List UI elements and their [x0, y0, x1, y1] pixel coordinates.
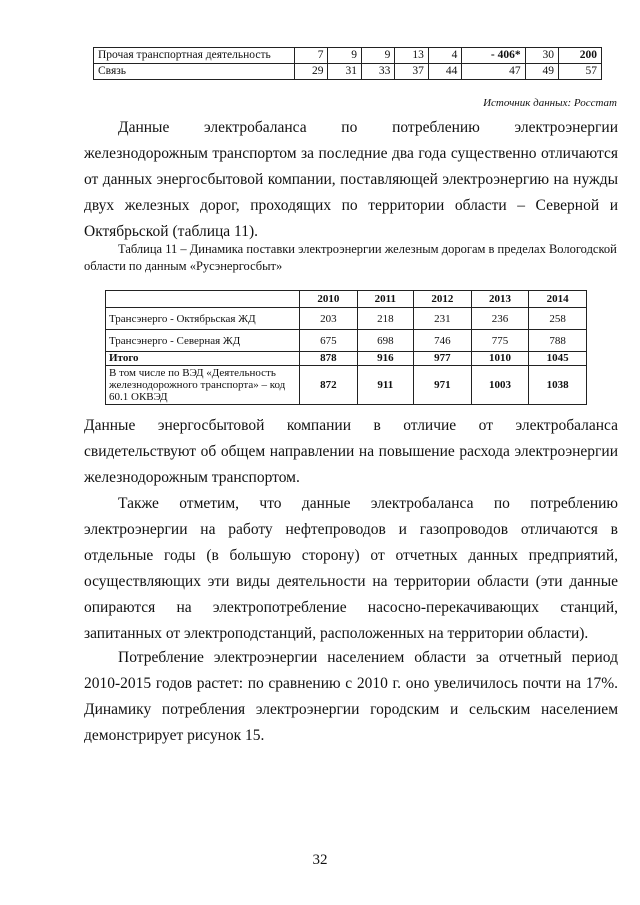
paragraph-3-text: Также отметим, что данные электробаланса по потреблению электроэнергии на работу нефтепроводов и газопроводов отличаются в отдельные годы (в большую сторону) от отчетных данных предприятий, осуществляющих эти виды деятельности на территории области (эти данные опираются на электропотребление насосно-перекачивающих станций, запитанных от электроподстанций, расположенных на территории области). — [84, 495, 618, 642]
table-row — [106, 330, 587, 352]
cell: 872 — [300, 366, 358, 405]
cell: 13 — [395, 48, 428, 64]
cell: 9 — [328, 48, 361, 64]
cell: 1038 — [529, 366, 587, 405]
cell: - 406* — [462, 48, 525, 64]
paragraph-2-text: Данные энергосбытовой компании в отличие от электробаланса свидетельствуют об общем направлении на повышение расхода электроэнергии железнодорожным транспортом. — [84, 417, 618, 486]
supply-table — [105, 290, 587, 405]
cell: 675 — [300, 330, 358, 352]
cell: 1045 — [529, 352, 587, 366]
cell: 1010 — [471, 352, 529, 366]
top-table — [93, 47, 602, 80]
header-year: 2012 — [414, 291, 472, 308]
source-note: Источник данных: Росстат — [483, 97, 617, 109]
header-row — [106, 291, 587, 308]
paragraph-1 — [84, 115, 618, 245]
total-row — [106, 352, 587, 366]
row-label: В том числе по ВЭД «Деятельность железнодорожного транспорта» – код 60.1 ОКВЭД — [106, 366, 300, 405]
cell: 203 — [300, 308, 358, 330]
cell: 33 — [361, 64, 394, 80]
paragraph-3 — [84, 491, 618, 647]
cell: 236 — [471, 308, 529, 330]
cell: 977 — [414, 352, 472, 366]
cell: 1003 — [471, 366, 529, 405]
paragraph-1-text: Данные электробаланса по потреблению электроэнергии железнодорожным транспортом за последние два года существенно отличаются от данных энергосбытовой компании, поставляющей электроэнергию на нужды двух железных дорог, проходящих по территории области – Северной и Октябрьской (таблица 11). — [84, 119, 618, 240]
table-row — [94, 64, 602, 80]
paragraph-4 — [84, 645, 618, 749]
table-caption — [84, 241, 618, 275]
cell: 911 — [357, 366, 413, 405]
page-number: 32 — [312, 852, 328, 868]
paragraph-4-text: Потребление электроэнергии населением области за отчетный период 2010-2015 годов растет: по сравнению с 2010 г. оно увеличилось почти на 17%. Динамику потребления электроэнергии городским и сельским населением демонстрирует рисунок 15. — [84, 649, 618, 744]
cell: 218 — [357, 308, 413, 330]
cell: 44 — [428, 64, 461, 80]
row-label: Связь — [94, 64, 295, 80]
cell: 9 — [361, 48, 394, 64]
row-label: Трансэнерго - Северная ЖД — [106, 330, 300, 352]
cell: 31 — [328, 64, 361, 80]
table-row — [106, 366, 587, 405]
table-caption-text: Таблица 11 – Динамика поставки электроэнергии железным дорогам в пределах Вологодской области по данным «Русэнергосбыт» — [84, 242, 617, 273]
row-label: Итого — [106, 352, 300, 366]
row-label: Трансэнерго - Октябрьская ЖД — [106, 308, 300, 330]
cell: 746 — [414, 330, 472, 352]
cell: 57 — [559, 64, 602, 80]
cell: 4 — [428, 48, 461, 64]
cell: 788 — [529, 330, 587, 352]
header-year: 2014 — [529, 291, 587, 308]
cell: 200 — [559, 48, 602, 64]
cell: 49 — [525, 64, 558, 80]
cell: 971 — [414, 366, 472, 405]
cell: 231 — [414, 308, 472, 330]
cell: 258 — [529, 308, 587, 330]
table-row — [94, 48, 602, 64]
header-year: 2011 — [357, 291, 413, 308]
cell: 775 — [471, 330, 529, 352]
header-empty — [106, 291, 300, 308]
paragraph-2 — [84, 413, 618, 491]
cell: 698 — [357, 330, 413, 352]
cell: 7 — [295, 48, 328, 64]
cell: 37 — [395, 64, 428, 80]
cell: 29 — [295, 64, 328, 80]
header-year: 2013 — [471, 291, 529, 308]
cell: 47 — [462, 64, 525, 80]
row-label: Прочая транспортная деятельность — [94, 48, 295, 64]
cell: 878 — [300, 352, 358, 366]
cell: 916 — [357, 352, 413, 366]
header-year: 2010 — [300, 291, 358, 308]
table-row — [106, 308, 587, 330]
cell: 30 — [525, 48, 558, 64]
